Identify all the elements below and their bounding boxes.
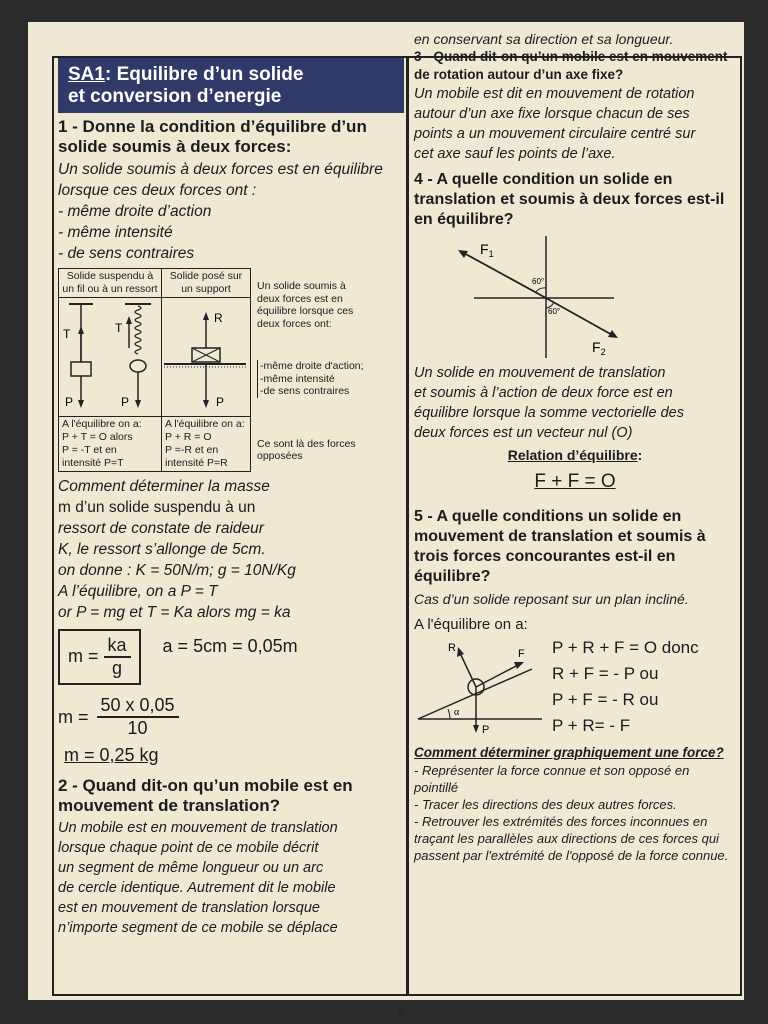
mass-line: K, le ressort s’allonge de 5cm.: [58, 541, 266, 558]
m-equals: m =: [68, 645, 99, 666]
q4-line: équilibre lorsque la somme vectorielle des: [414, 405, 684, 421]
equation-line: P + F = - R ou: [552, 690, 659, 709]
q2-title: 2 - Quand dit-on qu’un mobile est en mouvement de translation?: [58, 776, 353, 815]
q1-answer: [58, 159, 404, 264]
label-F: F: [518, 648, 525, 660]
q2-continuation: en conservant sa direction et sa longueur.: [414, 31, 674, 47]
mass-calculation: [58, 695, 404, 739]
page: [28, 22, 744, 1018]
graph-title: Comment déterminer graphiquement une force?: [414, 745, 724, 760]
table-side-notes: [251, 268, 365, 472]
q3-line: points a un mouvement circulaire centré sur: [414, 126, 696, 142]
q1-intro: Un solide soumis à deux forces est en équilibre lorsque ces deux forces ont :: [58, 161, 383, 199]
q1-bullet: - de sens contraires: [58, 245, 195, 262]
angle-label: 60°: [532, 277, 545, 286]
q3-line: cet axe sauf les points de l’axe.: [414, 146, 616, 162]
q4-title: 4 - A quelle condition un solide en translation et soumis à deux forces est-il en équilibre?: [414, 171, 725, 228]
mass-line: m d’un solide suspendu à un: [58, 499, 256, 516]
fraction: [104, 635, 131, 679]
q4-line: Un solide en mouvement de translation: [414, 365, 666, 381]
side-condition: -même intensité: [260, 372, 335, 385]
mass-problem: [58, 476, 404, 623]
incline-block: [414, 635, 736, 739]
hanging-condition: [59, 417, 162, 472]
result-value: m = 0,25 kg: [64, 745, 159, 765]
angle-label: 60°: [548, 307, 561, 316]
graph-step: - Retrouver les extrémités des forces inconnues en traçant les parallèles aux directions de ces forces qui passent par l'extrémité de l'opposé de la force connue.: [414, 814, 729, 863]
q2-line: lorsque chaque point de ce mobile décrit: [58, 840, 319, 856]
q2-line: de cercle identique. Autrement dit le mobile: [58, 880, 336, 896]
section-code: SA1: [68, 64, 105, 85]
hanging-solid-diagram: [59, 298, 159, 412]
q4-answer: [414, 363, 736, 443]
left-column: [58, 56, 404, 938]
numerator: ka: [104, 635, 131, 658]
q2-line: un segment de même longueur ou un arc: [58, 860, 324, 876]
label-T: T: [63, 327, 71, 341]
alpha-label: α: [454, 707, 460, 718]
relation-label-text: Relation d’équilibre: [507, 447, 638, 463]
relation-equation-text: F + F = O: [534, 471, 616, 492]
label-P: P: [121, 395, 130, 409]
label-P: P: [65, 395, 74, 409]
side-note: Un solide soumis à deux forces est en équilibre lorsque ces deux forces ont:: [257, 280, 354, 330]
q4-line: deux forces est un vecteur nul (O): [414, 425, 633, 441]
mass-line: A l’équilibre, on a P = T: [58, 583, 218, 600]
q1-bullet: - même droite d’action: [58, 203, 212, 220]
mass-line: on donne : K = 50N/m; g = 10N/Kg: [58, 562, 296, 579]
m-equals: m =: [58, 706, 89, 727]
side-conditions: [257, 360, 365, 398]
mass-formula-row: [58, 629, 404, 685]
mass-line: Comment déterminer la masse: [58, 478, 270, 495]
equation-line: P + R + F = O donc: [552, 638, 699, 657]
title-banner: [58, 58, 404, 113]
mass-line: ressort de constate de raideur: [58, 520, 264, 537]
incline-diagram: [414, 635, 546, 735]
q5-case: Cas d’un solide reposant sur un plan incliné.: [414, 591, 689, 607]
mass-result: [64, 745, 404, 766]
mass-line: or P = mg et T = Ka alors mg = ka: [58, 604, 291, 621]
a-value: a = 5cm = 0,05m: [162, 635, 298, 656]
right-column: [414, 30, 736, 864]
label-F1: $F_1$: [480, 241, 494, 259]
denominator: g: [112, 658, 123, 678]
column-divider: [406, 56, 409, 996]
relation-equation: [414, 471, 736, 493]
equilibrium-table-block: [58, 268, 404, 472]
graph-step: - Tracer les directions des deux autres forces.: [414, 797, 677, 812]
condition-line: P + R = O: [165, 431, 212, 443]
equilibrium-table: [58, 268, 251, 472]
side-condition: -même droite d'action;: [260, 360, 364, 372]
denominator: 10: [127, 718, 148, 738]
mass-formula-box: [58, 629, 141, 685]
two-forces-diagram: [414, 232, 734, 358]
condition-line: A l'équilibre on a:: [165, 418, 245, 430]
label-P: P: [216, 395, 225, 409]
graph-steps: [414, 762, 736, 864]
side-condition: -de sens contraires: [260, 385, 350, 397]
three-force-equations: [552, 635, 699, 739]
label-R: R: [214, 311, 223, 325]
fraction: [97, 695, 179, 739]
title-text: : Equilibre d’un solide: [104, 64, 304, 85]
q5-eq-intro: A l'équilibre on a:: [414, 616, 528, 633]
q3-line: Un mobile est dit en mouvement de rotation: [414, 86, 695, 102]
supported-solid-diagram: [162, 298, 248, 412]
q2-line: n’importe segment de ce mobile se déplace: [58, 920, 338, 936]
q2-line: est en mouvement de translation lorsque: [58, 900, 320, 916]
table-header: Solide suspendu à un fil ou à un ressort: [59, 269, 162, 298]
condition-line: A l'équilibre on a:: [62, 418, 142, 430]
side-note: Ce sont là des forces opposées: [257, 437, 356, 462]
equation-line: P + R= - F: [552, 716, 631, 735]
title-line2: et conversion d’energie: [68, 86, 282, 107]
q2-answer: [58, 818, 404, 938]
q2-line: Un mobile est en mouvement de translation: [58, 820, 338, 836]
q5-title: 5 - A quelle conditions un solide en mouvement de translation et soumis à trois forces concourantes est-il en équilibre?: [414, 508, 706, 585]
page-number: 2: [398, 1006, 405, 1018]
condition-line: P = -T et en: [62, 444, 117, 456]
label-F2: $F_2$: [592, 339, 606, 357]
condition-line: intensité P=R: [165, 457, 228, 469]
condition-line: intensité P=T: [62, 457, 124, 469]
numerator: 50 x 0,05: [97, 695, 179, 718]
graph-step: - Représenter la force connue et son opposé en pointillé: [414, 763, 690, 795]
condition-line: P =-R et en: [165, 444, 219, 456]
label-R: R: [448, 642, 456, 654]
q3-line: autour d’un axe fixe lorsque chacun de ses: [414, 106, 690, 122]
condition-line: P + T = O alors: [62, 431, 133, 443]
equation-line: R + F = - P ou: [552, 664, 659, 683]
q1-title: 1 - Donne la condition d’équilibre d’un solide soumis à deux forces:: [58, 117, 367, 156]
support-condition: [162, 417, 251, 472]
hanging-diagram-cell: [59, 298, 162, 417]
q3-title: 3 - Quand dit-on qu’un mobile est en mouvement de rotation autour d’un axe fixe?: [414, 49, 728, 82]
q1-bullet: - même intensité: [58, 224, 173, 241]
support-diagram-cell: [162, 298, 251, 417]
label-T: T: [115, 321, 123, 335]
q4-line: et soumis à l’action de deux force est en: [414, 385, 673, 401]
label-P: P: [482, 724, 490, 735]
relation-label: Relation d’équilibre:: [507, 447, 643, 463]
q3-answer: [414, 84, 736, 164]
table-header: Solide posé sur un support: [162, 269, 251, 298]
